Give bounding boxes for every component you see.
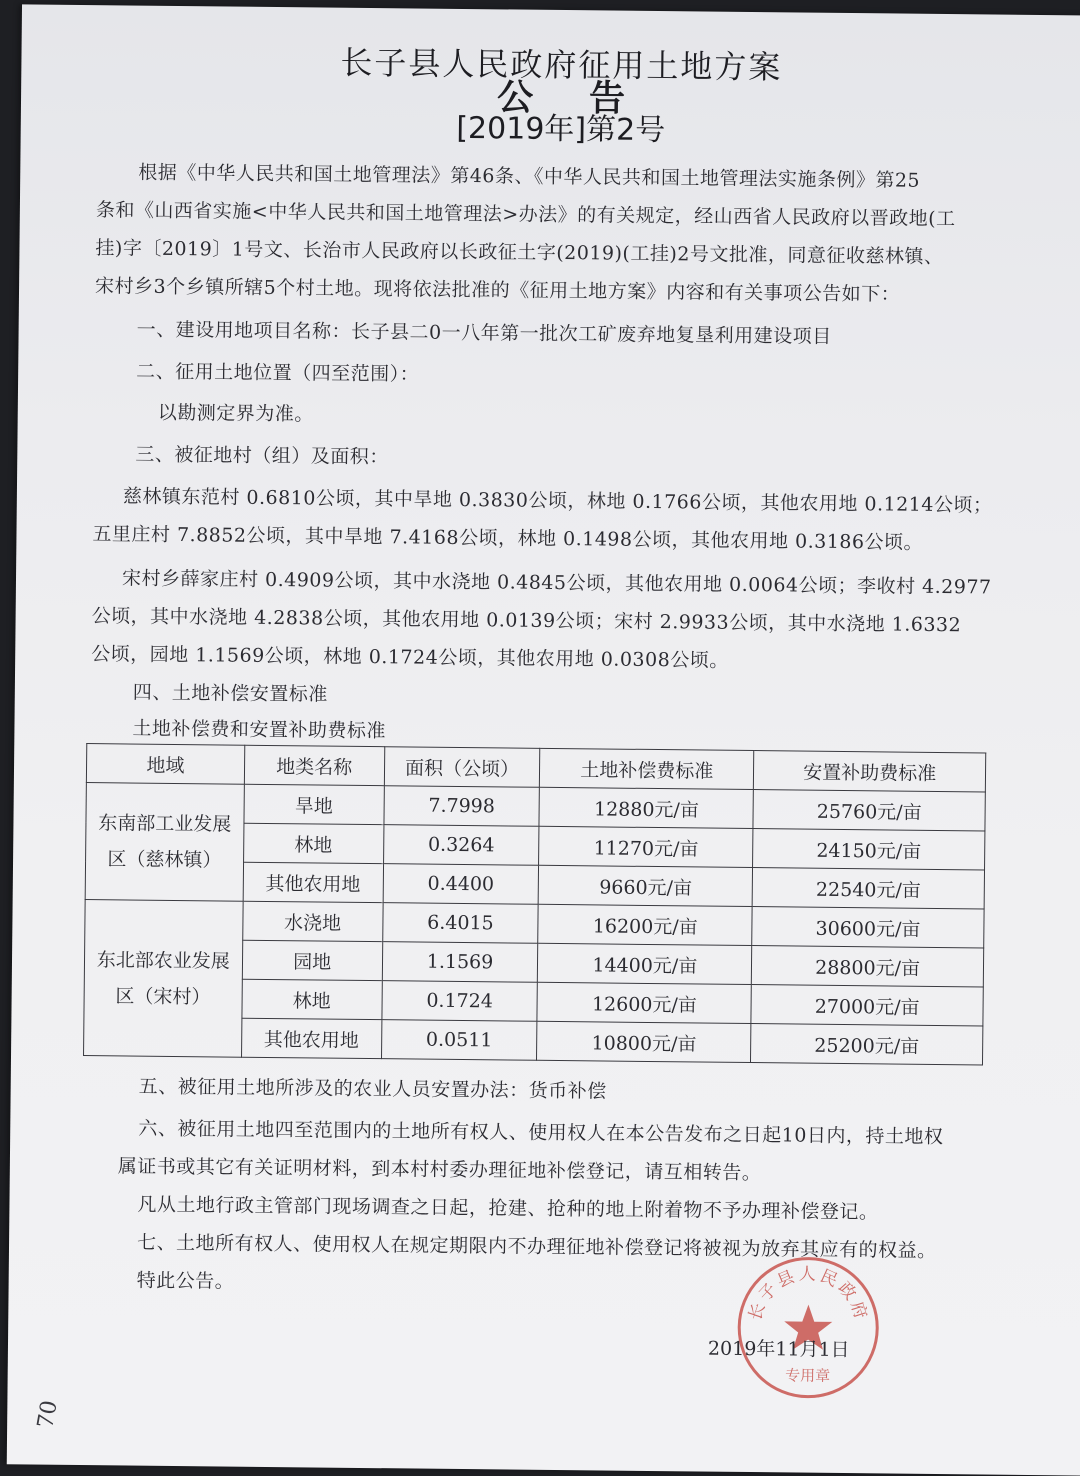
land-type-cell: 水浇地 [242,901,382,941]
area-cell: 0.3264 [383,825,539,866]
compensation-cell: 10800元/亩 [537,1021,751,1062]
region-cell-northeast: 东北部农业发展区（宋村） [84,900,243,1058]
paper-sheet [7,4,1080,1475]
header-resettlement-subsidy: 安置补助费标准 [754,751,986,792]
compensation-cell: 11270元/亩 [539,826,753,867]
item-1-project-name: 一、建设用地项目名称：长子县二0一八年第一批次工矿废弃地复垦利用建设项目 [136,318,832,348]
resettlement-cell: 28800元/亩 [752,946,984,987]
compensation-cell: 12600元/亩 [537,982,751,1023]
header-area: 面积（公顷） [384,747,540,788]
compensation-cell: 16200元/亩 [538,904,752,945]
item-3-villages: 三、被征地村（组）及面积： [135,443,389,469]
item-3-detail-3: 宋村乡薛家庄村 0.4909公顷，其中水浇地 0.4845公顷，其他农用地 0.0064公顷；李收村 4.2977 [121,567,992,599]
compensation-cell: 9660元/亩 [539,865,753,906]
document-title: 长子县人民政府征用土地方案 [340,43,783,87]
area-cell: 1.1569 [382,942,538,983]
table-caption: 土地补偿费和安置补助费标准 [132,717,387,743]
area-cell: 0.4400 [383,864,539,905]
area-cell: 0.1724 [381,981,537,1022]
header-land-compensation: 土地补偿费标准 [540,748,754,789]
land-type-cell: 园地 [242,940,382,980]
document-number: [2019年]第2号 [456,110,666,149]
item-3-detail-5: 公顷，园地 1.1569公顷，林地 0.1724公顷，其他农用地 0.0308公顷。 [91,643,729,672]
area-cell: 0.0511 [381,1020,537,1061]
area-cell: 6.4015 [382,903,538,944]
item-5-resettlement: 五、被征用土地所涉及的农业人员安置办法：货币补偿 [138,1075,607,1103]
notice-note: 凡从土地行政主管部门现场调查之日起，抢建、抢种的地上附着物不予办理补偿登记。 [137,1193,879,1224]
table-row [85,900,984,948]
resettlement-cell: 30600元/亩 [752,907,984,948]
issue-date: 2019年11月1日 [707,1337,850,1362]
compensation-cell: 12880元/亩 [539,787,753,828]
item-6-line-1: 六、被征用土地四至范围内的土地所有权人、使用权人在本公告发布之日起10日内，持土地权 [138,1117,944,1149]
announcement-document [7,4,1080,1455]
official-seal-icon [732,1252,884,1404]
item-3-detail-2: 五里庄村 7.8852公顷，其中旱地 7.4168公顷，林地 0.1498公顷，其他农用地 0.3186公顷。 [92,523,924,554]
region-cell-southeast: 东南部工业发展区（慈林镇） [85,783,244,902]
resettlement-cell: 22540元/亩 [752,868,984,909]
table-row [86,783,985,831]
compensation-cell: 14400元/亩 [538,943,752,984]
resettlement-cell: 25760元/亩 [753,790,985,831]
resettlement-cell: 27000元/亩 [751,985,983,1026]
seal-text: 长子县人民政府 [745,1264,872,1325]
intro-line-2: 条和《山西省实施<中华人民共和国土地管理法>办法》的有关规定，经山西省人民政府以晋政地(工 [95,199,956,231]
item-7-rights: 七、土地所有权人、使用权人在规定期限内不办理征地补偿登记将被视为放弃其应有的权益。 [136,1231,937,1262]
land-type-cell: 其他农用地 [241,1018,381,1058]
header-land-type: 地类名称 [244,745,384,785]
resettlement-cell: 24150元/亩 [753,829,985,870]
intro-line-1: 根据《中华人民共和国土地管理法》第46条、《中华人民共和国土地管理法实施条例》第25 [138,161,921,192]
seal-subtext: 专用章 [785,1366,831,1385]
land-type-cell: 旱地 [244,784,384,824]
intro-line-3: 挂)字〔2019〕1号文、长治市人民政府以长政征土字(2019)(工挂)2号文批准，同意征收慈林镇、 [95,237,944,269]
item-3-detail-1: 慈林镇东范村 0.6810公顷，其中旱地 0.3830公顷，林地 0.1766公顷，其他农用地 0.1214公顷； [122,485,993,517]
area-cell: 7.7998 [384,786,540,827]
land-type-cell: 其他农用地 [243,862,383,902]
land-type-cell: 林地 [242,979,382,1019]
compensation-table [83,743,986,1065]
item-2-location: 二、征用土地位置（四至范围）： [136,360,420,386]
land-type-cell: 林地 [243,823,383,863]
closing-text: 特此公告。 [136,1269,235,1293]
intro-line-4: 宋村乡3个乡镇所辖5个村土地。现将依法批准的《征用土地方案》内容和有关事项公告如下： [94,275,901,306]
header-region: 地域 [86,744,244,785]
item-4-standards: 四、土地补偿安置标准 [132,681,328,706]
item-2-detail: 以勘测定界为准。 [157,401,314,426]
resettlement-cell: 25200元/亩 [751,1024,983,1065]
heading-char-1: 公 [496,77,534,119]
item-3-detail-4: 公顷，其中水浇地 4.2838公顷，其他农用地 0.0139公顷；宋村 2.9933公顷，其中水浇地 1.6332 [91,605,962,637]
heading-char-2: 告 [588,78,626,120]
handwritten-mark: 70 [33,1398,63,1431]
item-6-line-2: 属证书或其它有关证明材料，到本村村委办理征地补偿登记，请互相转告。 [117,1155,762,1185]
